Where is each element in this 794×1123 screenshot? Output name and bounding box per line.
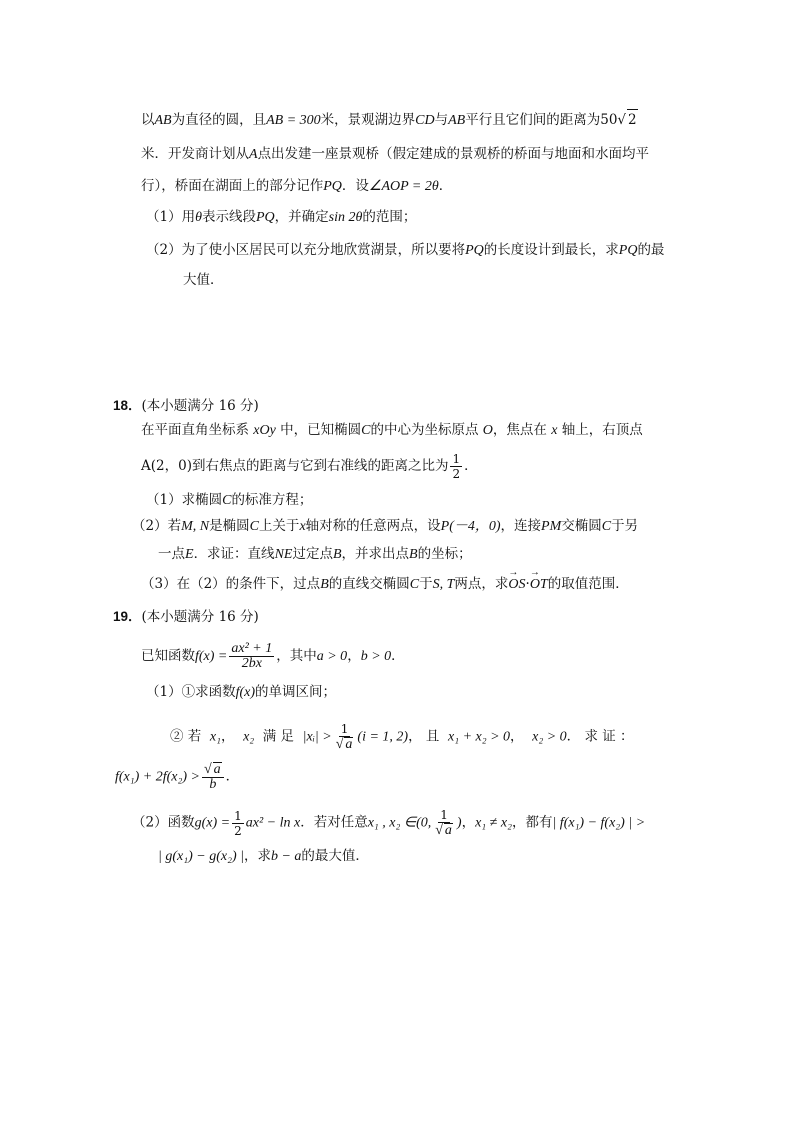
text: 米，景观湖边界 xyxy=(320,112,416,128)
p19-question-2-cont xyxy=(158,846,369,867)
text: 米．开发商计划从 xyxy=(141,146,249,162)
text: ．求证：直线 xyxy=(193,546,275,562)
numerator: √ a xyxy=(202,762,224,778)
text: ， xyxy=(461,814,476,831)
score-note: (本小题满分 16 分) xyxy=(141,398,259,414)
p18-question-2-cont xyxy=(158,544,472,565)
text: 点出发建一座景观桥（假定建成的景观桥的桥面与地面和水面均平 xyxy=(257,146,650,162)
p19-question-1b xyxy=(170,722,634,752)
text: 为直径的圆，且 xyxy=(171,112,267,128)
math-x: x xyxy=(299,519,306,534)
math-b-minus-a: b − a xyxy=(270,849,302,864)
p18-heading xyxy=(113,396,259,416)
problem-number: 18． xyxy=(113,398,142,413)
text: 的直线交椭圆 xyxy=(328,576,410,592)
p17-line-2 xyxy=(141,144,649,165)
text: 交椭圆 xyxy=(561,518,602,534)
numerator: 1 xyxy=(440,808,448,822)
text: 一点 xyxy=(158,546,185,562)
sqrt-radicand: a xyxy=(213,762,221,777)
denominator: √ a xyxy=(435,823,452,838)
math-ab: AB xyxy=(154,113,172,128)
p19-heading xyxy=(113,607,259,627)
text: 以 xyxy=(141,112,155,128)
math-ab-length: AB = 300 xyxy=(266,113,321,128)
math-x-in: x₁ , x₂ ∈ xyxy=(367,815,417,831)
p18-line-2 xyxy=(141,452,478,481)
math-sum-cond: x₁ + x₂ > 0 xyxy=(447,729,511,745)
text: ② 若 xyxy=(170,728,202,745)
fraction xyxy=(229,642,274,671)
math-b-cond: b > 0 xyxy=(360,649,392,664)
text: ，连接 xyxy=(500,518,542,534)
p17-question-2 xyxy=(146,240,664,261)
math-a-cond: a > 0 xyxy=(316,649,348,664)
text: ，都有 xyxy=(511,814,553,831)
math-x1: x₁ xyxy=(209,729,221,745)
text: 的坐标； xyxy=(417,546,472,562)
math-sin: sin 2θ xyxy=(328,210,363,225)
p17-line-1 xyxy=(141,109,638,131)
text: A(2，0)到右焦点的距离与它到右准线的距离之比为 xyxy=(141,458,449,474)
math-c: C xyxy=(361,423,371,438)
text: 是椭圆 xyxy=(209,518,250,534)
text: （3）在（2）的条件下，过点 xyxy=(141,576,321,592)
text: 的取值范围． xyxy=(547,576,629,592)
text: 过定点 xyxy=(292,546,333,562)
text: 已知函数 xyxy=(141,648,195,664)
text: 行），桥面在湖面上的部分记作 xyxy=(141,178,324,194)
math-ne: NE xyxy=(274,547,293,562)
text: ，并确定 xyxy=(274,209,329,225)
math-c: C xyxy=(409,577,420,592)
p18-question-1 xyxy=(146,490,312,511)
text: 的范围； xyxy=(362,209,417,225)
p18-question-2 xyxy=(132,516,638,537)
text: 上关于 xyxy=(258,518,300,534)
text: 于另 xyxy=(611,518,639,534)
text: 的最大值． xyxy=(301,848,369,864)
sqrt-radicand: 2 xyxy=(627,109,638,130)
dot-operator: · xyxy=(525,576,530,592)
text: 于 xyxy=(419,576,433,592)
math-g-diff: | g(x₁) − g(x₂) | xyxy=(158,849,244,864)
fraction xyxy=(202,762,224,792)
text: 两点，求 xyxy=(454,576,509,592)
text: （1）求椭圆 xyxy=(146,492,223,508)
text: （2）若 xyxy=(132,518,182,534)
text: ． xyxy=(225,768,240,785)
math-f: f(x) = xyxy=(195,649,228,664)
math-pq: PQ xyxy=(618,243,638,258)
math-cd: CD xyxy=(415,113,435,128)
math-o: O xyxy=(482,423,493,438)
math-b: B xyxy=(320,577,329,592)
math-pq: PQ xyxy=(323,179,342,194)
p19-question-1 xyxy=(146,682,336,703)
text: ．若对任意 xyxy=(300,814,368,831)
text: 大值． xyxy=(183,272,224,288)
math-abs-xi: |xᵢ| > xyxy=(302,729,332,745)
math-b: B xyxy=(409,547,418,562)
text: ， xyxy=(347,648,361,664)
vector-ot: → OT xyxy=(530,575,548,595)
numerator: 1 xyxy=(340,722,349,736)
numerator: ax² + 1 xyxy=(231,641,273,656)
math-index: (i = 1, 2) xyxy=(357,729,409,745)
problem-number: 19． xyxy=(113,609,142,624)
math-pm: PM xyxy=(541,519,562,534)
text: ，其中 xyxy=(276,648,317,664)
text: 的中心为坐标原点 xyxy=(370,422,479,438)
fraction xyxy=(232,809,244,838)
math-theta: θ xyxy=(195,210,202,225)
text: ． xyxy=(438,178,453,194)
numerator: 1 xyxy=(452,452,461,466)
p17-line-3 xyxy=(141,176,452,197)
sqrt-radicand: a xyxy=(444,823,452,838)
math-x2-cond: x₂ > 0 xyxy=(532,729,567,745)
vector-os: → OS xyxy=(508,575,525,595)
text: ，求 xyxy=(243,848,271,864)
math-point-p: P(－4，0) xyxy=(440,519,501,534)
math-interval-close: ) xyxy=(456,815,462,831)
math-mn: M, N xyxy=(181,519,210,534)
text: ． 求 证 ： xyxy=(566,728,634,745)
math-angle: ∠AOP = 2θ xyxy=(368,179,439,194)
math-neq: x₁ ≠ x₂ xyxy=(475,815,512,831)
math-inequality: f(x₁) + 2f(x₂) > xyxy=(115,769,200,785)
p19-line-1 xyxy=(141,642,405,671)
math-interval-open: (0, xyxy=(416,815,432,831)
denominator: b xyxy=(209,777,217,792)
text: 的标准方程； xyxy=(231,492,313,508)
p17-question-2-cont xyxy=(183,270,224,290)
text: （2）为了使小区居民可以充分地欣赏湖景，所以要将 xyxy=(146,242,466,258)
text: ．设 xyxy=(341,178,369,194)
math-b: B xyxy=(332,547,342,562)
fraction xyxy=(433,808,455,838)
math-st: S, T xyxy=(432,577,455,592)
text: 表示线段 xyxy=(201,209,256,225)
math-x2: x₂ xyxy=(243,729,255,745)
math-e: E xyxy=(185,547,194,562)
sqrt-radicand: a xyxy=(345,737,353,752)
fraction xyxy=(450,452,462,481)
text: ，并求出点 xyxy=(341,546,410,562)
p19-question-2 xyxy=(132,808,645,838)
denominator: 2 xyxy=(452,467,461,481)
math-fx: f(x) xyxy=(235,685,256,700)
math-ab: AB xyxy=(448,113,466,128)
text: （1）①求函数 xyxy=(146,684,236,700)
text: ． xyxy=(391,648,405,664)
score-note: (本小题满分 16 分) xyxy=(141,609,259,625)
p18-question-3 xyxy=(141,574,629,595)
text: ， xyxy=(220,728,235,745)
denominator: 2 xyxy=(234,823,242,838)
math-c: C xyxy=(249,519,259,534)
text: 轴对称的任意两点，设 xyxy=(305,518,441,534)
p17-question-1 xyxy=(146,207,416,228)
math-f-diff: | f(x₁) − f(x₂) | > xyxy=(552,815,646,831)
text: ， xyxy=(510,728,524,745)
text: （2）函数 xyxy=(132,814,195,831)
text: 在平面直角坐标系 xyxy=(141,422,249,438)
fraction xyxy=(334,722,356,752)
math-pq: PQ xyxy=(465,243,484,258)
text: 中，已知椭圆 xyxy=(280,422,362,438)
text: 满 足 xyxy=(262,728,295,745)
math-pq: PQ xyxy=(255,210,275,225)
math-c: C xyxy=(222,493,232,508)
p18-line-1 xyxy=(141,420,643,441)
text: 的最 xyxy=(637,242,665,258)
p19-question-1b-cont xyxy=(115,762,239,792)
denominator: √ a xyxy=(335,737,353,752)
text: ， 且 xyxy=(408,728,440,745)
math-c: C xyxy=(601,519,612,534)
math-gx: g(x) = xyxy=(194,815,231,831)
math-x: x xyxy=(551,423,558,438)
text: 的长度设计到最长，求 xyxy=(483,242,619,258)
text: （1）用 xyxy=(146,209,196,225)
text: ，焦点在 xyxy=(492,422,547,438)
sqrt-sign: √ xyxy=(617,112,627,128)
denominator: 2bx xyxy=(241,656,262,671)
math-a: A xyxy=(249,147,258,162)
math-xoy: xOy xyxy=(253,423,276,438)
math-gx-expr: ax² − ln x xyxy=(245,815,301,831)
text: 轴上，右顶点 xyxy=(561,422,643,438)
text: 平行且它们间的距离为50 xyxy=(465,112,618,128)
text: 的单调区间； xyxy=(255,684,337,700)
numerator: 1 xyxy=(234,808,242,823)
text: ． xyxy=(464,458,478,474)
text: 与 xyxy=(434,112,449,128)
